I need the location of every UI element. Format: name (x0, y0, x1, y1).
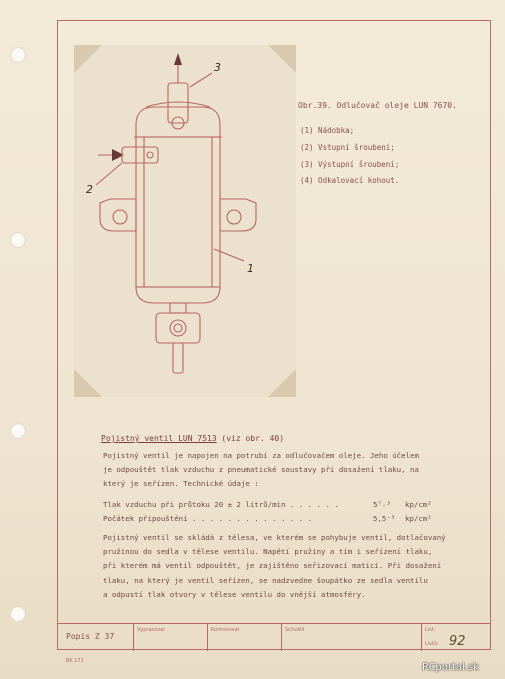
text-line: Pojistný ventil je napojen na potrubí za odlučovačem oleje. Jeho účelem (103, 451, 419, 460)
text-line: je odpouštět tlak vzduchu z pneumatické soustavy při dosažení tlaku, na (103, 465, 419, 475)
spec-row (103, 500, 432, 509)
text-line: Pojistný ventil se skládá z tělesa, ve kterém se pohybuje ventil, dotlačovaný (103, 533, 446, 542)
kontroloval-cell (207, 624, 281, 651)
section-title: Pojistný ventil LUN 7513 (101, 434, 217, 443)
spec-unit: kp/cm² (405, 500, 432, 509)
watermark: RCportal.sk (422, 662, 480, 673)
figure-label-3: 3 (214, 61, 221, 74)
paragraph-intro (103, 449, 419, 492)
figure-caption: Obr.39. Odlučovač oleje LUN 7670. (298, 101, 457, 110)
legend-item: (4) Odkalovací kohout. (300, 176, 400, 186)
text-line: a odpustí tlak otvory v tělese ventilu do vnější atmosféry. (103, 589, 366, 599)
punch-hole-icon (10, 232, 26, 248)
legend-item: (2) Vstupní šroubení; (300, 142, 395, 152)
legend-item: (1) Nádobka; (300, 126, 355, 135)
figure-label-1: 1 (247, 262, 254, 275)
page-number: 92 (449, 634, 466, 649)
document-code: Popis Z 37 (66, 632, 115, 641)
listu-label: Listů: (425, 641, 439, 647)
text-line: pružinou do sedla v tělese ventilu. Napětí pružiny a tím i seřízení tlaku, (103, 547, 433, 557)
vypracoval-cell (133, 624, 207, 651)
figure-label-2: 2 (86, 183, 93, 196)
schvalil-label: Schválil (285, 627, 305, 633)
schvalil-cell (281, 624, 421, 651)
spec-label: Počátek připouštění . . . . . . . . . . . . . . (103, 514, 313, 523)
section-reference: (viz obr. 40) (216, 434, 285, 443)
punch-hole-icon (10, 423, 26, 439)
spec-value: 5,5⁻³ (373, 514, 396, 523)
spec-label: Tlak vzduchu při průtoku 20 ± 2 litrů/min . . . . . . (103, 500, 339, 509)
paragraph-description (103, 531, 446, 602)
text-line: který je seřízen. Technické údaje : (103, 479, 259, 489)
kontroloval-label: Kontroloval (211, 627, 240, 633)
section-heading (101, 434, 284, 443)
list-label: List: (425, 627, 436, 633)
figure-legend (300, 123, 399, 190)
spec-unit: kp/cm² (405, 514, 432, 523)
punch-hole-icon (10, 606, 26, 622)
legend-item: (3) Výstupní šroubení; (300, 159, 400, 169)
text-line: tlaku, na který je ventil seřízen, se nadzvedne šoupátko ze sedla ventilu (103, 575, 428, 585)
title-block (57, 623, 491, 650)
oil-separator-drawing (74, 45, 296, 397)
spec-row (103, 514, 432, 523)
text-line: při kterém má ventil odpouštět, je zajištěno seřizovací maticí. Při dosažení (103, 561, 442, 571)
spec-value: 5⁷₋³ (373, 500, 391, 509)
punch-hole-icon (10, 47, 26, 63)
print-stamp: BK 171 (66, 658, 84, 664)
vypracoval-label: Vypracoval (137, 627, 165, 633)
